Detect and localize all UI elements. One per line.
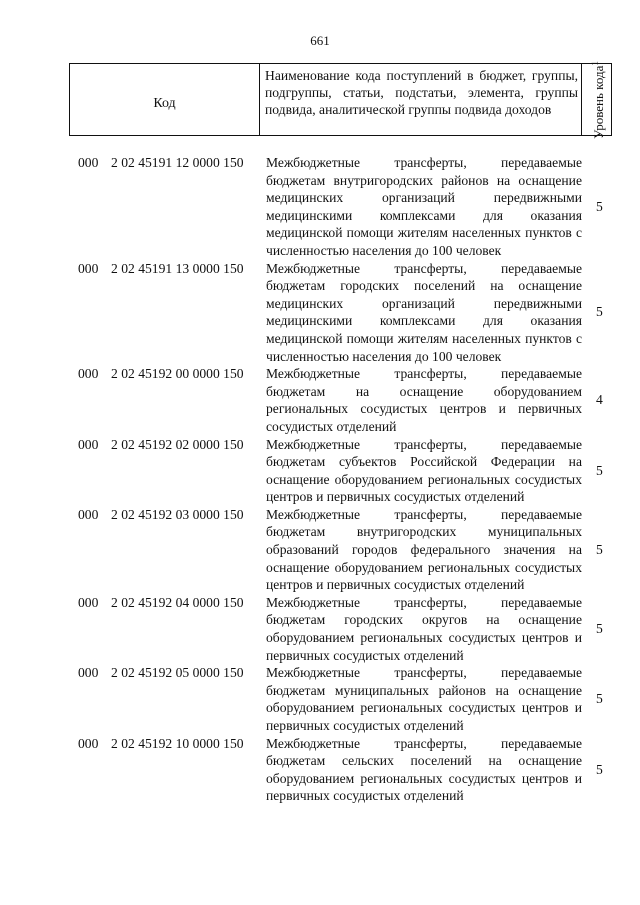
row-level: 5 <box>596 761 603 777</box>
row-admin-code: 000 <box>78 665 99 681</box>
header-level-text <box>588 61 604 139</box>
row-level: 5 <box>596 541 603 557</box>
header-level-label: Уровень кода <box>590 65 606 139</box>
table-header <box>69 60 612 139</box>
row-admin-code: 000 <box>78 735 99 751</box>
row-income-code: 2 02 45192 02 0000 150 <box>111 436 244 452</box>
row-name: Межбюджетные трансферты, передаваемые бюджетам внутригородских районов на оснащение медицинских организаций передвижными медицинскими комплексами для оказания медицинской помощи жителям населенных пунктов с численностью населения до 100 человек <box>266 155 582 258</box>
table-row <box>0 154 640 260</box>
row-level: 5 <box>596 198 603 214</box>
row-income-code: 2 02 45192 04 0000 150 <box>111 594 244 610</box>
row-admin-code: 000 <box>78 594 99 610</box>
row-level: 5 <box>596 621 603 637</box>
table-row <box>0 506 640 594</box>
row-level: 5 <box>596 462 603 478</box>
page-number: 661 <box>310 33 330 48</box>
table-row <box>0 735 640 805</box>
row-admin-code: 000 <box>78 155 99 170</box>
row-name: Межбюджетные трансферты, передаваемые бюджетам городских поселений на оснащение медицинских организаций передвижными медицинскими комплексами для оказания медицинской помощи жителям населенных пунктов с численностью населения до 100 человек <box>266 260 582 364</box>
row-name: Межбюджетные трансферты, передаваемые бюджетам на оснащение оборудованием региональных сосудистых центров и первичных сосудистых отделений <box>266 366 582 434</box>
row-income-code: 2 02 45192 10 0000 150 <box>111 735 244 751</box>
table-body <box>0 154 640 805</box>
row-admin-code: 000 <box>78 260 99 276</box>
row-level: 4 <box>596 392 603 408</box>
table-row <box>0 594 640 664</box>
row-admin-code: 000 <box>78 506 99 522</box>
row-admin-code: 000 <box>78 436 99 452</box>
header-name-column: Наименование кода поступлений в бюджет, группы, подгруппы, статьи, подстатьи, элемента, группы подвида, аналитической группы подвида доходов <box>260 64 582 135</box>
row-name: Межбюджетные трансферты, передаваемые бюджетам субъектов Российской Федерации на оснащение оборудованием региональных сосудистых центров и первичных сосудистых отделений <box>266 436 582 505</box>
row-name: Межбюджетные трансферты, передаваемые бюджетам городских округов на оснащение оборудованием региональных сосудистых центров и первичных сосудистых отделений <box>266 594 582 663</box>
header-code-column: Код <box>70 64 260 135</box>
row-admin-code: 000 <box>78 366 99 382</box>
row-name: Межбюджетные трансферты, передаваемые бюджетам сельских поселений на оснащение оборудованием региональных сосудистых центров и первичных сосудистых отделений <box>266 735 582 804</box>
table-row <box>0 260 640 366</box>
row-name: Межбюджетные трансферты, передаваемые бюджетам муниципальных районов на оснащение оборудованием региональных сосудистых центров и первичных сосудистых отделений <box>266 665 582 733</box>
row-income-code: 2 02 45192 05 0000 150 <box>111 665 244 681</box>
table-row <box>0 365 640 435</box>
row-income-code: 2 02 45192 03 0000 150 <box>111 506 244 522</box>
row-income-code: 2 02 45191 12 0000 150 <box>111 155 244 170</box>
table-row <box>0 436 640 506</box>
header-level-column <box>582 60 611 139</box>
row-name: Межбюджетные трансферты, передаваемые бюджетам внутригородских муниципальных образований городов федерального значения на оснащение оборудованием региональных сосудистых центров и первичных сосудистых отделений <box>266 506 582 593</box>
row-level: 5 <box>596 691 603 707</box>
row-income-code: 2 02 45192 00 0000 150 <box>111 366 244 382</box>
row-income-code: 2 02 45191 13 0000 150 <box>111 260 244 276</box>
row-level: 5 <box>596 304 603 320</box>
table-row <box>0 664 640 734</box>
header-level-footnote: 1 <box>589 60 600 66</box>
